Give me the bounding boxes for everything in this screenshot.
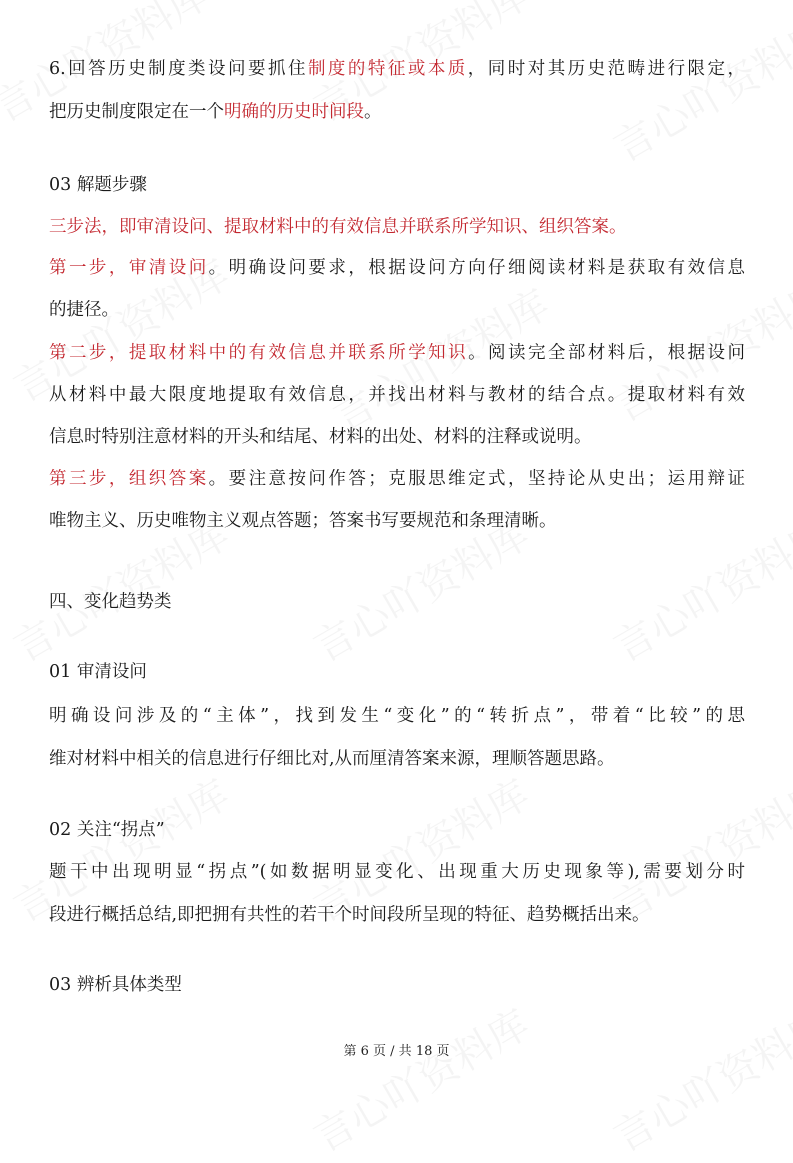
body-text: ，同时对其历史范畴进行限定， (467, 59, 746, 79)
body-text: 。明确设问要求，根据设问方向仔细阅读材料是获取有效信息 (208, 258, 746, 278)
text-line (49, 100, 382, 124)
highlighted-text: 明确的历史时间段 (224, 102, 364, 122)
page-footer: 第 6 页 / 共 18 页 (343, 1044, 450, 1059)
text-line (49, 509, 557, 533)
highlighted-text: 制度的特征或本质 (307, 59, 468, 79)
text-line (49, 298, 119, 322)
body-text: 把历史制度限定在一个 (49, 102, 224, 122)
highlighted-text: 第一步，审清设问 (49, 258, 209, 278)
text-line (49, 704, 745, 728)
watermark-text (602, 504, 793, 673)
text-line (49, 383, 745, 407)
body-text: 唯物主义、历史唯物主义观点答题；答案书写要规范和条理清晰。 (49, 511, 557, 531)
text-line (49, 818, 165, 842)
body-text: 03 解题步骤 (49, 175, 147, 195)
watermark-text (602, 4, 793, 173)
text-line (49, 425, 592, 449)
text-line (49, 467, 745, 491)
watermark-text (302, 994, 538, 1163)
text-line (49, 215, 627, 239)
text-line (49, 256, 745, 280)
body-text: 信息时特别注意材料的开头和结尾、材料的出处、材料的注释或说明。 (49, 427, 592, 447)
text-line (49, 173, 147, 197)
text-line (49, 590, 172, 614)
body-text: 。要注意按问作答；克服思维定式，坚持论从史出；运用辩证 (208, 469, 746, 489)
body-text: 02 关注“拐点” (49, 820, 165, 840)
text-line (49, 973, 182, 997)
text-line (49, 860, 745, 884)
body-text: 的捷径。 (49, 300, 119, 320)
body-text: 6.回答历史制度类设问要抓住 (49, 59, 308, 79)
body-text: 维对材料中相关的信息进行仔细比对,从而厘清答案来源，理顺答题思路。 (49, 749, 615, 769)
body-text: 段进行概括总结,即把拥有共性的若干个时间段所呈现的特征、趋势概括出来。 (49, 905, 650, 925)
body-text: 题干中出现明显“拐点”(如数据明显变化、出现重大历史现象等),需要划分时 (49, 862, 745, 882)
highlighted-text: 第三步，组织答案 (49, 469, 209, 489)
text-line (49, 660, 147, 684)
text-line (49, 57, 745, 81)
text-line (49, 341, 745, 365)
body-text: 明确设问涉及的“主体”，找到发生“变化”的“转折点”，带着“比较”的思 (49, 706, 745, 726)
highlighted-text: 三步法，即审清设问、提取材料中的有效信息并联系所学知识、组织答案。 (49, 217, 627, 237)
text-line (49, 903, 650, 927)
watermark-text (602, 994, 793, 1163)
body-text: 从材料中最大限度地提取有效信息，并找出材料与教材的结合点。提取材料有效 (49, 385, 745, 405)
body-text: 01 审清设问 (49, 662, 147, 682)
highlighted-text: 第二步，提取材料中的有效信息并联系所学知识 (49, 343, 469, 363)
body-text: 四、变化趋势类 (49, 592, 172, 612)
body-text: 。阅读完全部材料后，根据设问 (468, 343, 746, 363)
body-text: 。 (364, 102, 382, 122)
body-text: 03 辨析具体类型 (49, 975, 182, 995)
text-line (49, 747, 615, 771)
